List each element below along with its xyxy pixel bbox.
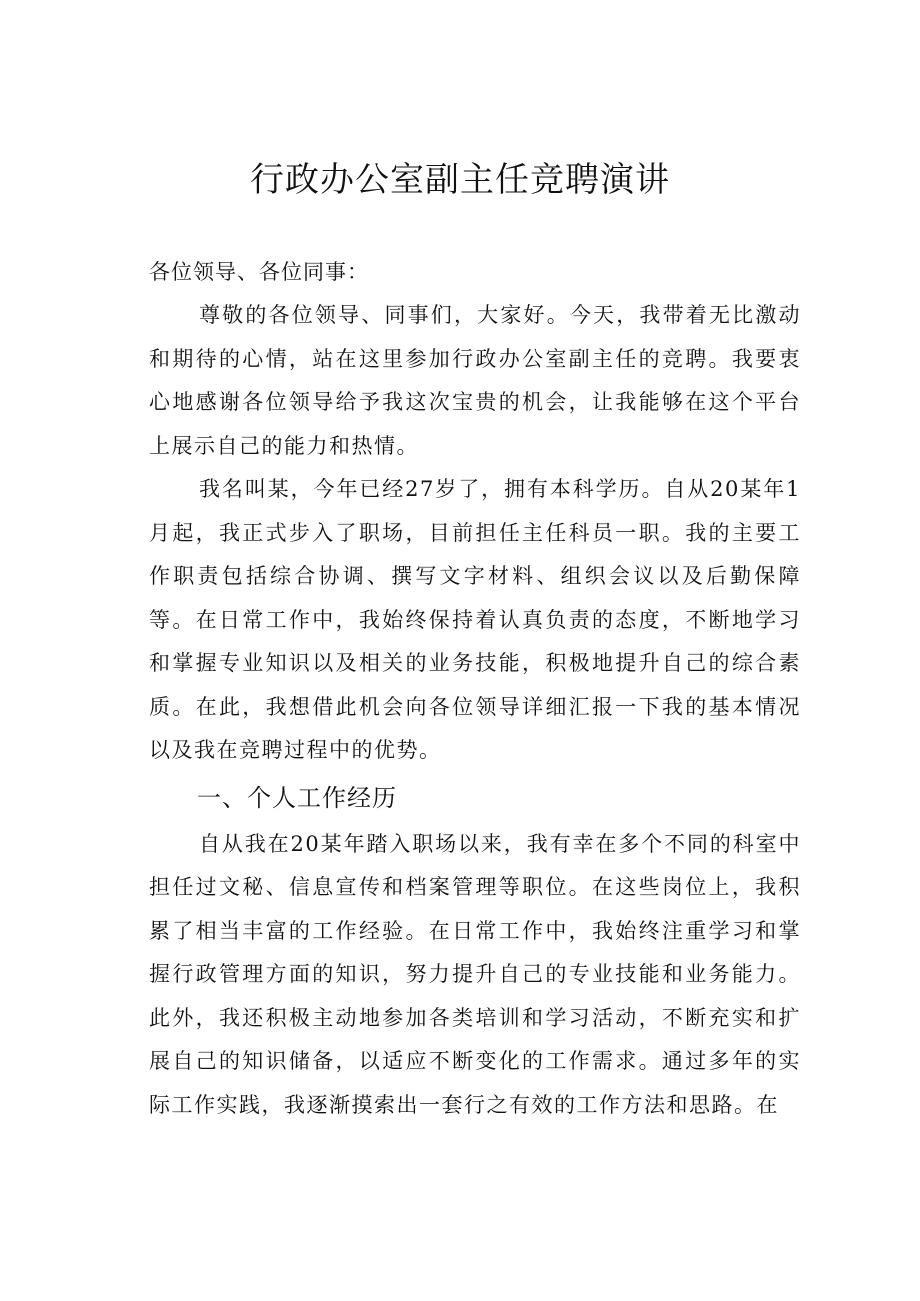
- section-heading-work-experience: 一、个人工作经历: [197, 783, 397, 812]
- paragraph-self-introduction: 我名叫某，今年已经27岁了，拥有本科学历。自从20某年1月起，我正式步入了职场，目前担任主任科员一职。我的主要工作职责包括综合协调、撰写文字材料、组织会议以及后勤保障等。在日常工作中，我始终保持着认真负责的态度，不断地学习和掌握专业知识以及相关的业务技能，积极地提升自己的综合素质。在此，我想借此机会向各位领导详细汇报一下我的基本情况以及我在竞聘过程中的优势。: [149, 477, 801, 762]
- document-body: [149, 250, 801, 1127]
- paragraph-work-experience: 自从我在20某年踏入职场以来，我有幸在多个不同的科室中担任过文秘、信息宣传和档案管理等职位。在这些岗位上，我积累了相当丰富的工作经验。在日常工作中，我始终注重学习和掌握行政管理方面的知识，努力提升自己的专业技能和业务能力。此外，我还积极主动地参加各类培训和学习活动，不断充实和扩展自己的知识储备，以适应不断变化的工作需求。通过多年的实际工作实践，我逐渐摸索出一套行之有效的工作方法和思路。在: [149, 831, 801, 1117]
- salutation: 各位领导、各位同事：: [149, 260, 369, 284]
- document-title: 行政办公室副主任竞聘演讲: [250, 160, 670, 200]
- paragraph-greeting: 尊敬的各位领导、同事们，大家好。今天，我带着无比激动和期待的心情，站在这里参加行政办公室副主任的竞聘。我要衷心地感谢各位领导给予我这次宝贵的机会，让我能够在这个平台上展示自己的能力和热情。: [149, 303, 801, 458]
